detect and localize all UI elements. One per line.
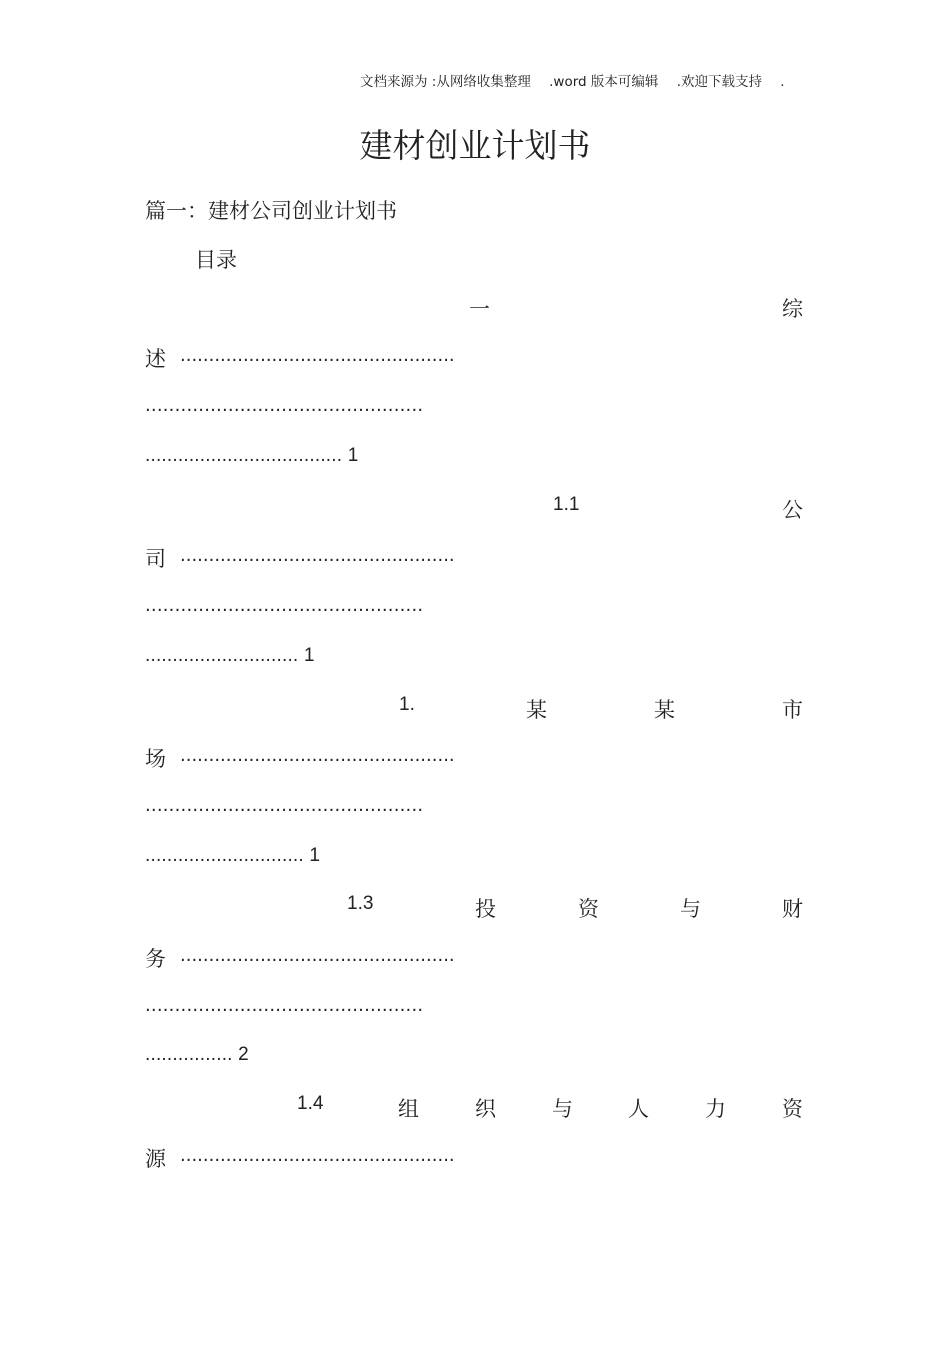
toc-word: 织 [475, 1097, 496, 1121]
document-title: 建材创业计划书 [359, 126, 591, 165]
toc-word: 某 [526, 698, 547, 722]
toc-entry-lead: 务 [145, 947, 166, 971]
toc-word: 组 [398, 1097, 419, 1121]
toc-entry-heading [145, 694, 805, 724]
toc-leader-dots: ............................................... [145, 395, 424, 416]
toc-word: 与 [552, 1097, 573, 1121]
page-header [360, 70, 810, 90]
toc-word: 公 [782, 498, 803, 522]
toc-entry-lead: 场 [145, 747, 166, 771]
toc-leader-dots: ............................................... [145, 995, 424, 1016]
toc-word: 投 [475, 897, 496, 921]
toc-word: 1.3 [347, 893, 374, 914]
toc-word: 与 [680, 897, 701, 921]
toc-leader-dots: ................................................ [180, 745, 455, 766]
toc-leader-dots: ................................................ [180, 945, 455, 966]
toc-word: 某 [654, 698, 675, 722]
header-editable: .word 版本可编辑 [549, 74, 659, 90]
toc-page-line: ............................ 1 [145, 645, 315, 666]
toc-word: 1. [399, 694, 415, 715]
toc-word: 综 [782, 297, 803, 321]
toc-leader-dots: ................................................ [180, 1145, 455, 1166]
toc-leader-dots: ............................................... [145, 595, 424, 616]
toc-entry-heading [145, 293, 805, 323]
toc-entry-lead: 源 [145, 1147, 166, 1171]
toc-word: 1.4 [297, 1093, 324, 1114]
toc-page-line: ................ 2 [145, 1044, 249, 1065]
toc-leader-dots: ................................................ [180, 545, 455, 566]
header-welcome: .欢迎下载支持 [676, 74, 762, 90]
toc-entry-lead: 司 [145, 547, 166, 571]
toc-leader-dots: ............................................... [145, 795, 424, 816]
header-source: 文档来源为 :从网络收集整理 [360, 74, 531, 90]
toc-word: 1.1 [553, 494, 580, 515]
header-dot: . [780, 74, 785, 90]
toc-leader-dots: ................................................ [180, 345, 455, 366]
toc-word: 力 [705, 1097, 726, 1121]
section-subtitle: 篇一：建材公司创业计划书 [145, 199, 397, 223]
toc-word: 人 [628, 1097, 649, 1121]
toc-entry-heading [145, 1093, 805, 1123]
toc-page-line: .................................... 1 [145, 445, 359, 466]
toc-word: 市 [782, 698, 803, 722]
toc-page-line: ............................. 1 [145, 845, 321, 866]
toc-entry-lead: 述 [145, 347, 166, 371]
toc-entry-heading [145, 893, 805, 923]
toc-entry-heading [145, 494, 805, 524]
toc-word: 资 [782, 1097, 803, 1121]
toc-heading: 目录 [195, 248, 237, 272]
toc-word: 资 [578, 897, 599, 921]
toc-word: 财 [782, 897, 803, 921]
toc-word: 一 [469, 297, 490, 321]
